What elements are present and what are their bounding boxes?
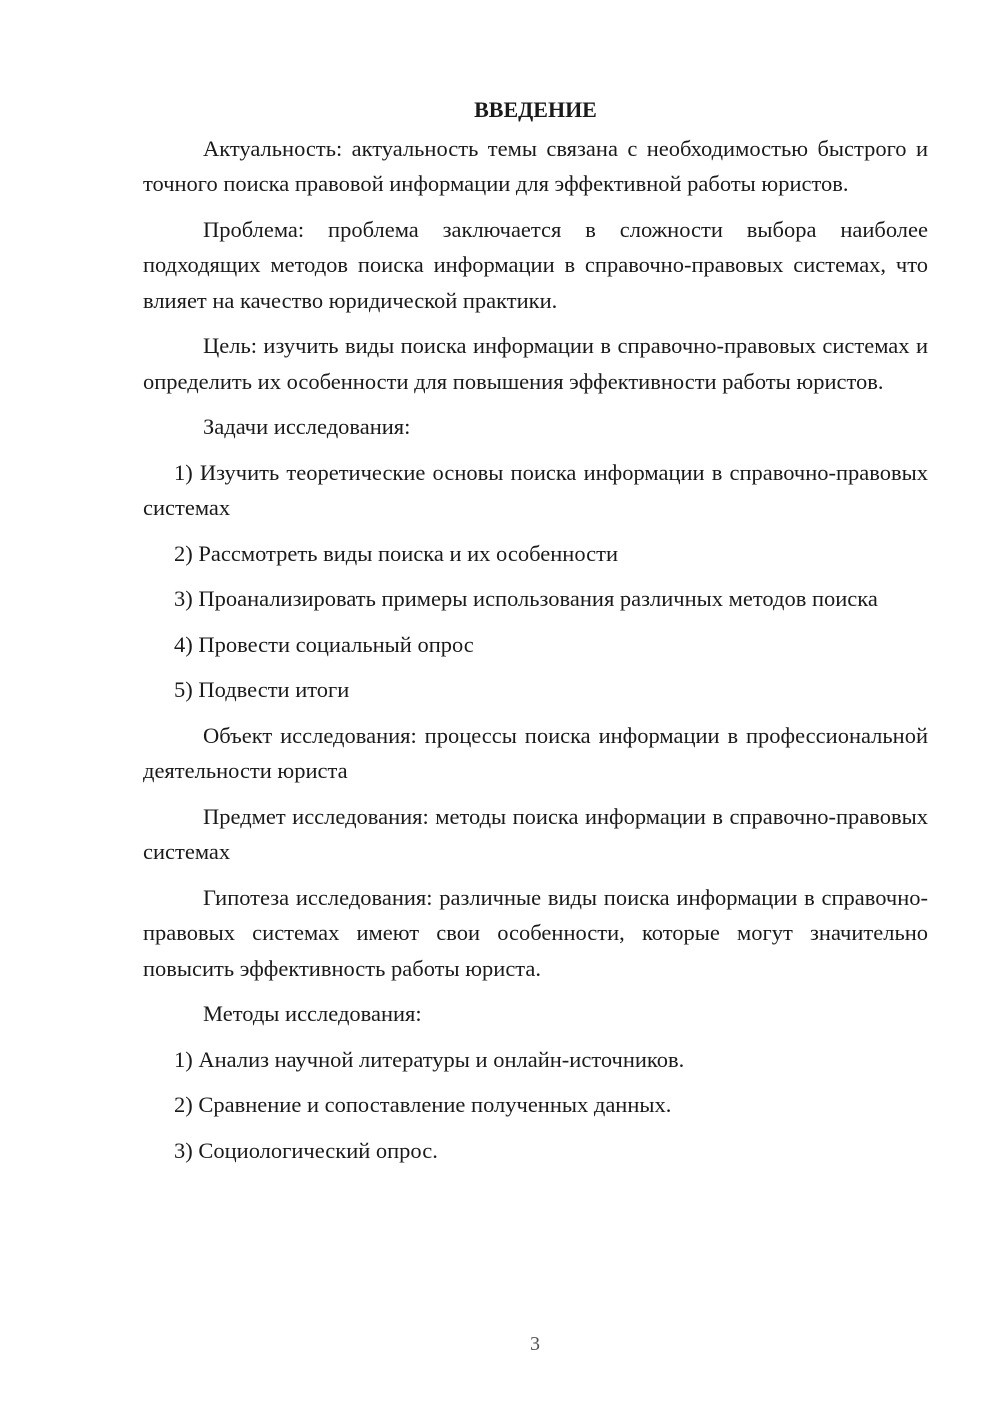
method-item: 3) Социологический опрос. <box>174 1137 438 1163</box>
goal-paragraph: Цель: изучить виды поиска информации в справочно-правовых системах и определить их особенности для повышения эффективности работы юристов. <box>143 333 928 394</box>
tasks-heading: Задачи исследования: <box>203 414 411 439</box>
method-item: 2) Сравнение и сопоставление полученных данных. <box>174 1092 672 1117</box>
task-item: 4) Провести социальный опрос <box>174 631 474 657</box>
task-item: 5) Подвести итоги <box>174 677 350 702</box>
task-item: 3) Проанализировать примеры использования различных методов поиска <box>174 586 878 611</box>
task-item: 2) Рассмотреть виды поиска и их особенности <box>174 540 618 566</box>
task-item: 1) Изучить теоретические основы поиска информации в справочно-правовых системах <box>143 459 928 520</box>
section-title: ВВЕДЕНИЕ <box>474 97 597 122</box>
subject-paragraph: Предмет исследования: методы поиска информации в справочно-правовых системах <box>143 803 928 864</box>
hypothesis-paragraph: Гипотеза исследования: различные виды поиска информации в справочно-правовых системах имеют свои особенности, которые могут значительно повысить эффективность работы юриста. <box>143 884 928 981</box>
method-item: 1) Анализ научной литературы и онлайн-источников. <box>174 1046 685 1072</box>
problem-paragraph: Проблема: проблема заключается в сложности выбора наиболее подходящих методов поиска информации в справочно-правовых системах, что влияет на качество юридической практики. <box>143 216 928 313</box>
object-paragraph: Объект исследования: процессы поиска информации в профессиональной деятельности юриста <box>143 722 928 783</box>
relevance-paragraph: Актуальность: актуальность темы связана с необходимостью быстрого и точного поиска правовой информации для эффективной работы юристов. <box>143 135 928 196</box>
methods-heading: Методы исследования: <box>203 1001 422 1026</box>
document-page <box>143 92 928 1178</box>
page-number: 3 <box>530 1333 540 1355</box>
